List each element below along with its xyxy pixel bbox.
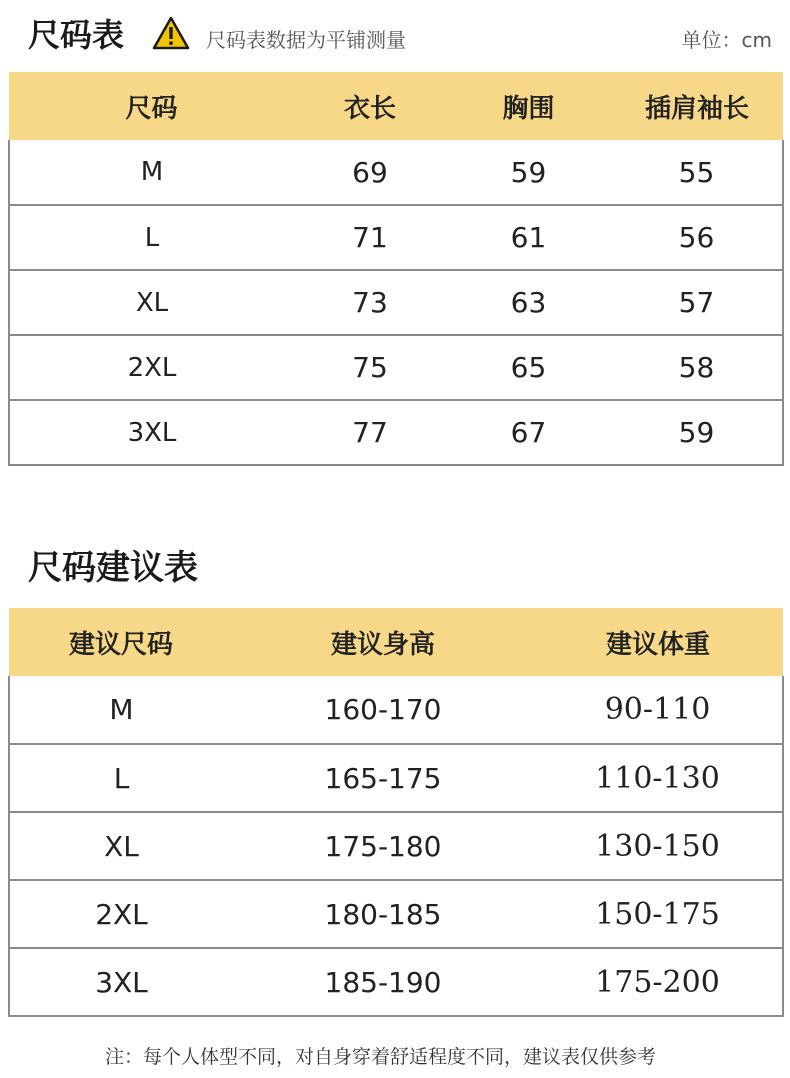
table-row [9,676,783,744]
table-row [9,948,783,1016]
chest-cell: 67 [446,400,611,465]
footer-note: 注：每个人体型不同，对自身穿着舒适程度不同，建议表仅供参考 [105,1046,657,1068]
rec-size-cell: L [9,744,233,812]
table-header-row [9,608,783,676]
header-rec-weight: 建议体重 [533,608,783,676]
length-cell: 69 [294,140,446,205]
table-row [9,270,783,335]
table-row [9,205,783,270]
size-cell: 2XL [9,335,294,400]
chest-cell: 65 [446,335,611,400]
measurement-note: 尺码表数据为平铺测量 [206,28,406,52]
rec-height-cell: 165-175 [233,744,533,812]
header-rec-height: 建议身高 [233,608,533,676]
table-row [9,335,783,400]
size-cell: 3XL [9,400,294,465]
recommend-chart-title: 尺码建议表 [28,548,198,588]
rec-height-cell: 180-185 [233,880,533,948]
rec-height-cell: 185-190 [233,948,533,1016]
rec-weight-cell: 90-110 [533,676,783,744]
unit-label: 单位：cm [681,28,772,52]
length-cell: 71 [294,205,446,270]
rec-height-cell: 175-180 [233,812,533,880]
size-cell: XL [9,270,294,335]
rec-height-cell: 160-170 [233,676,533,744]
table-row [9,140,783,205]
size-cell: M [9,140,294,205]
sleeve-cell: 58 [611,335,783,400]
table-row [9,744,783,812]
table-row [9,400,783,465]
recommend-chart-table [8,608,784,1017]
size-chart-table [8,72,784,466]
rec-weight-cell: 130-150 [533,812,783,880]
rec-size-cell: 2XL [9,880,233,948]
sleeve-cell: 57 [611,270,783,335]
chest-cell: 61 [446,205,611,270]
table-row [9,880,783,948]
rec-size-cell: M [9,676,233,744]
sleeve-cell: 56 [611,205,783,270]
sleeve-cell: 55 [611,140,783,205]
header-rec-size: 建议尺码 [9,608,233,676]
rec-size-cell: XL [9,812,233,880]
rec-size-cell: 3XL [9,948,233,1016]
length-cell: 73 [294,270,446,335]
warning-icon [152,16,190,50]
size-cell: L [9,205,294,270]
header-length: 衣长 [294,72,446,140]
header-size: 尺码 [9,72,294,140]
rec-weight-cell: 175-200 [533,948,783,1016]
chest-cell: 59 [446,140,611,205]
rec-weight-cell: 150-175 [533,880,783,948]
table-header-row [9,72,783,140]
table-row [9,812,783,880]
header-chest: 胸围 [446,72,611,140]
sleeve-cell: 59 [611,400,783,465]
size-chart-title: 尺码表 [28,16,125,54]
header-sleeve: 插肩袖长 [611,72,783,140]
rec-weight-cell: 110-130 [533,744,783,812]
length-cell: 77 [294,400,446,465]
chest-cell: 63 [446,270,611,335]
length-cell: 75 [294,335,446,400]
